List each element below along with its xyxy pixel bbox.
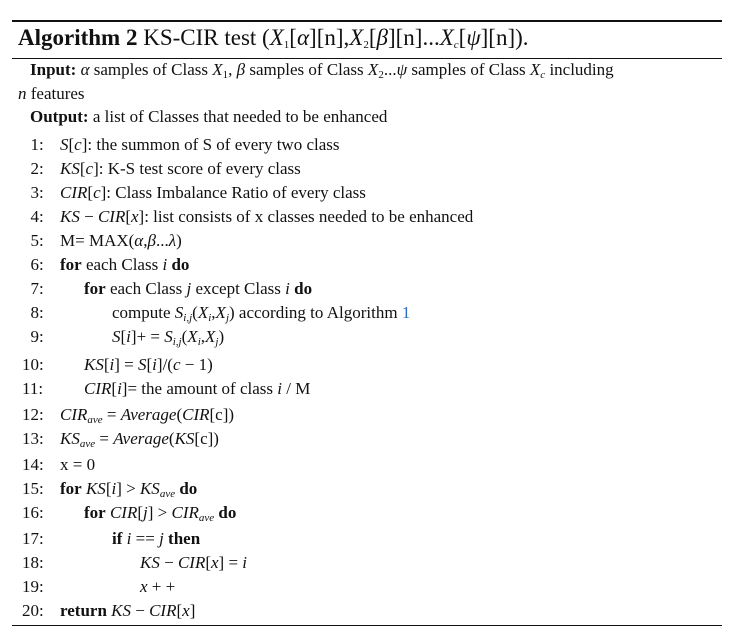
line-10: 10: KS[i] = S[i]/(c − 1) [22, 355, 213, 374]
algorithm-caption: KS-CIR test $(X_1[\alpha][n],X_2[\beta][n]...X_c[\psi][n])$. [143, 25, 529, 51]
output-label: Output: [30, 107, 89, 126]
line-2: 2: KS[c]: K-S test score of every class [22, 159, 301, 178]
input-label: Input: [30, 60, 77, 79]
line-12: 12: $CIR_{ave}$ = Average(CIR[c]) [22, 405, 235, 426]
line-20: 20: return KS − CIR[x] [22, 601, 196, 620]
line-19: 19: x + + [22, 577, 176, 596]
line-13: 13: $KS_{ave}$ = Average(KS[c]) [22, 429, 219, 450]
line-5: 5: M= MAX(α,β...λ) [22, 231, 182, 250]
algorithm-label: Algorithm 2 [18, 25, 138, 50]
line-1: 1: S[c]: the summon of S of every two class [22, 135, 340, 154]
line-15: 15: for $KS[i] > KS_{ave}$ do [22, 479, 198, 500]
line-16: 16: for $CIR[j] > CIR_{ave}$ do [22, 503, 237, 524]
output-spec [30, 106, 387, 128]
input-text: α samples of Class $X_1$, β samples of Class $X_2...\psi$ samples of Class $X_c$ including [80, 60, 614, 81]
line-7: 7: for each Class j except Class i do [22, 279, 313, 298]
line-3: 3: CIR[c]: Class Imbalance Ratio of every class [22, 183, 366, 202]
algorithm-link[interactable]: 1 [401, 303, 411, 322]
algorithm-title [18, 22, 529, 54]
line-4: 4: KS − CIR[x]: list consists of x classes needed to be enhanced [22, 207, 474, 226]
line-18: 18: KS − CIR[x] = i [22, 553, 248, 572]
bottom-rule [12, 625, 722, 626]
input-spec: Input: α samples of Class $X_1$, β samples of Class $X_2...\psi$ samples of Class $X_c$ including n features [18, 60, 614, 103]
output-text: a list of Classes that needed to be enhanced [92, 107, 388, 126]
line-11: 11: CIR[i]= the amount of class i / M [22, 379, 311, 398]
line-9: 9: $S[i]+ = S_{i,j}(X_i,X_j)$ [22, 327, 225, 348]
line-6: 6: for each Class i do [22, 255, 190, 274]
line-14: 14: x = 0 [22, 455, 96, 474]
line-8: 8: compute $S_{i,j}(X_i,X_j)$ according to Algorithm 1 [22, 303, 411, 324]
line-17: 17: if i == j then [22, 529, 201, 548]
